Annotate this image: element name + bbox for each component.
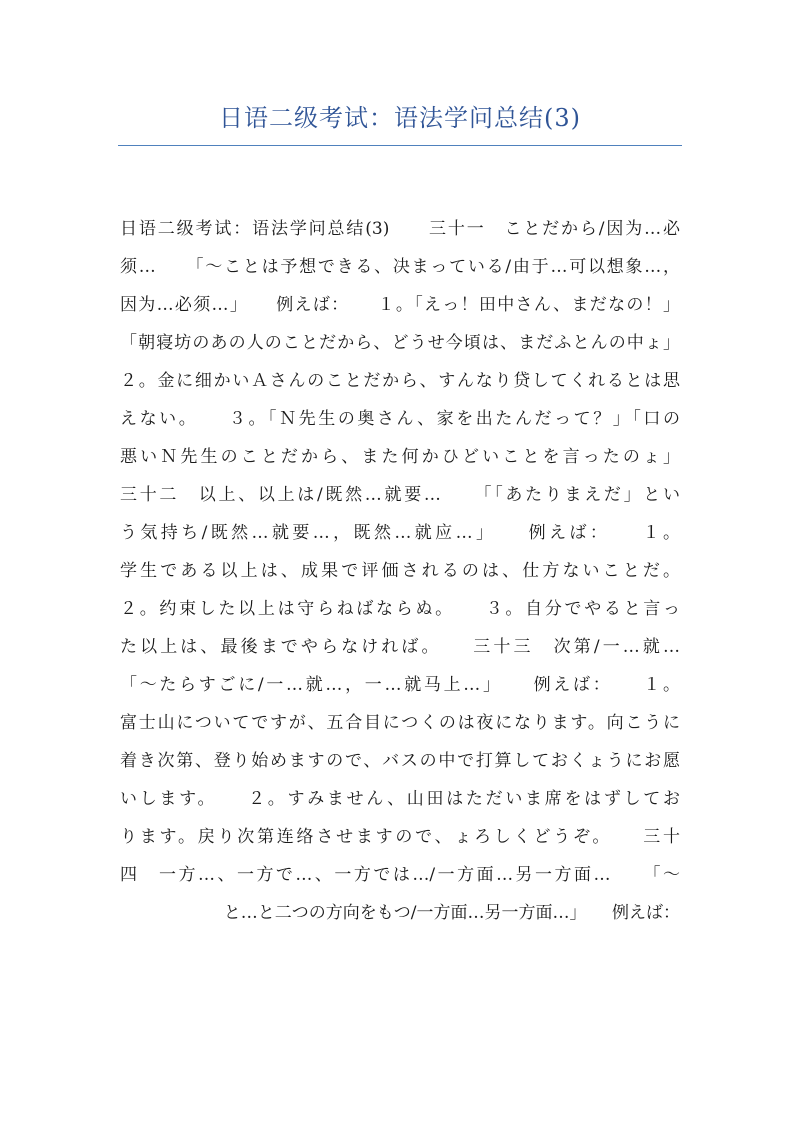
body-line: えない。 ３。「Ｎ先生の奥さん、家を出たんだって？」「口の	[120, 409, 680, 429]
body-line: 悪いＮ先生のことだから、また何かひどいことを言ったのょ」	[120, 447, 680, 467]
body-line: ります。戻り次第连络させますので、ょろしくどうぞ。 三十	[120, 827, 680, 847]
body-line: ２。金に细かいＡさんのことだから、すんなり贷してくれるとは思	[120, 371, 680, 391]
body-line: 三十二 以上、以上は/既然…就要… 「「あたりまえだ」とい	[120, 485, 680, 505]
body-line: 四 一方…、一方で…、一方では…/一方面…另一方面… 「～	[120, 865, 680, 885]
title-divider	[118, 145, 682, 146]
document-title: 日语二级考试：语法学问总结(3)	[219, 104, 581, 132]
body-line: 须… 「～ことは予想できる、决まっている/由于…可以想象…，	[120, 257, 680, 277]
body-line: 着き次第、登り始めますので、バスの中で打算しておくょうにお愿	[120, 751, 680, 771]
body-line: ２。约束した以上は守らねばならぬ。 ３。自分でやると言っ	[120, 599, 680, 619]
body-line: 「～たらすごに/一…就…，一…就马上…」 例えば： １。	[120, 675, 680, 695]
body-line: と…と二つの方向をもつ/一方面…另一方面…」 例えば：	[223, 903, 680, 923]
body-line: 学生である以上は、成果で评価されるのは、仕方ないことだ。	[120, 561, 680, 581]
body-line: う気持ち/既然…就要…，既然…就应…」 例えば： １。	[120, 523, 680, 543]
body-line: 富士山についてですが、五合目につくのは夜になります。向こうに	[120, 713, 680, 733]
body-line: 「朝寝坊のあの人のことだから、どうせ今頃は、まだふとんの中ょ」	[120, 333, 680, 353]
body-line: た以上は、最後までやらなければ。 三十三 次第/一…就…	[120, 637, 680, 657]
body-line: 因为…必须…」 例えば： １。「えっ！田中さん、まだなの！」	[120, 295, 680, 315]
document-body	[120, 210, 680, 932]
body-line: いします。 ２。すみません、山田はただいま席をはずしてお	[120, 789, 680, 809]
body-line: 日语二级考试：语法学问总结(3) 三十一 ことだから/因为…必	[120, 219, 680, 239]
